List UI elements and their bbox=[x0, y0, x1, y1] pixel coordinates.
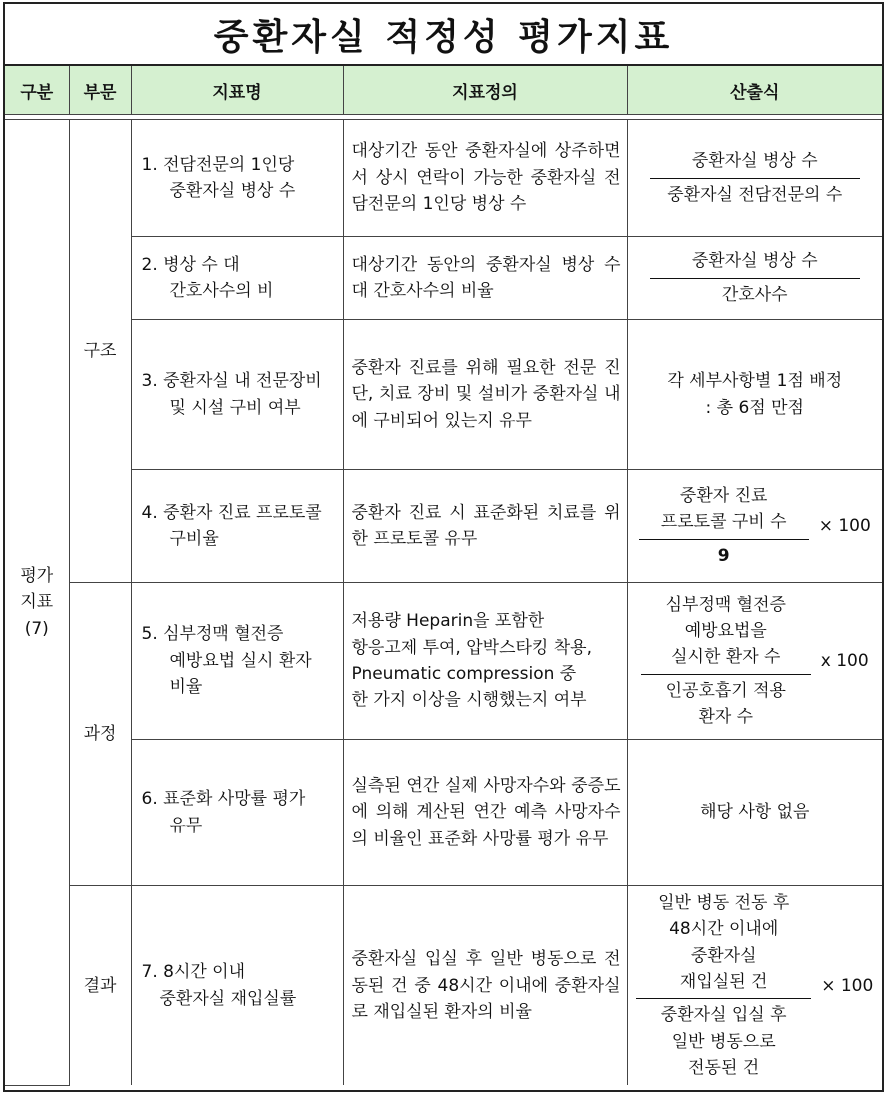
section-structure: 구조 bbox=[69, 120, 131, 583]
indicator-name bbox=[131, 583, 343, 740]
indicator-definition: 중환자 진료 시 표준화된 치료를 위한 프로토콜 유무 bbox=[343, 470, 627, 583]
formula-multiplier: × 100 bbox=[821, 975, 874, 996]
name-line: 중환자실 재입실률 bbox=[159, 988, 297, 1009]
indicator-formula bbox=[627, 120, 882, 237]
indicator-definition: 대상기간 동안의 중환자실 병상 수 대 간호사수의 비율 bbox=[343, 237, 627, 320]
indicator-name bbox=[131, 740, 343, 886]
header-gubun: 구분 bbox=[5, 66, 69, 115]
indicator-name bbox=[131, 886, 343, 1086]
indicator-formula bbox=[627, 740, 882, 886]
denominator-line: 중환자실 입실 후 bbox=[660, 1005, 787, 1026]
table-row bbox=[5, 886, 882, 1086]
name-line: 6. 표준화 사망률 평가 bbox=[141, 789, 306, 810]
formula-denominator: 중환자실 전담전문의 수 bbox=[667, 184, 843, 205]
name-line: 유무 bbox=[169, 815, 203, 836]
formula-multiplier: x 100 bbox=[820, 650, 869, 671]
table-row bbox=[5, 470, 882, 583]
indicator-formula bbox=[627, 470, 882, 583]
formula-numerator bbox=[636, 890, 811, 999]
indicator-definition: 중환자실 입실 후 일반 병동으로 전동된 건 중 48시간 이내에 중환자실로 재입실된 환자의 비율 bbox=[343, 886, 627, 1086]
indicator-definition bbox=[343, 583, 627, 740]
name-line: 구비율 bbox=[169, 529, 219, 549]
numerator-line: 프로토콜 구비 수 bbox=[660, 512, 787, 533]
table-row bbox=[5, 740, 882, 886]
numerator-line: 실시한 환자 수 bbox=[671, 647, 781, 668]
header-name: 지표명 bbox=[131, 66, 343, 115]
indicator-formula bbox=[627, 583, 882, 740]
denominator-line: 일반 병동으로 bbox=[671, 1031, 776, 1052]
page-title: 중환자실 적정성 평가지표 bbox=[5, 4, 882, 66]
numerator-line: 예방요법을 bbox=[684, 620, 767, 641]
formula-denominator bbox=[656, 675, 796, 731]
formula-text: 해당 사항 없음 bbox=[700, 802, 810, 823]
denominator-line: 전동된 건 bbox=[688, 1058, 760, 1079]
table-row bbox=[5, 237, 882, 320]
numerator-line: 재입실된 건 bbox=[679, 972, 768, 993]
indicator-table bbox=[5, 66, 882, 1086]
table-row bbox=[5, 120, 882, 237]
indicator-formula bbox=[627, 320, 882, 470]
indicator-name bbox=[131, 120, 343, 237]
name-line: 3. 중환자실 내 전문장비 bbox=[141, 371, 322, 392]
formula-denominator: 9 bbox=[717, 545, 730, 566]
name-line: 비율 bbox=[169, 677, 203, 698]
name-line: 7. 8시간 이내 bbox=[141, 962, 246, 983]
section-result: 결과 bbox=[69, 886, 131, 1086]
indicator-name bbox=[131, 320, 343, 470]
definition-line: 한 가지 이상을 시행했는지 여부 bbox=[351, 690, 587, 711]
indicator-definition: 실측된 연간 실제 사망자수와 중증도에 의해 계산된 연간 예측 사망자수의 비율인 표준화 사망률 평가 유무 bbox=[343, 740, 627, 886]
formula-denominator bbox=[651, 999, 797, 1081]
table-row bbox=[5, 320, 882, 470]
numerator-line: 심부정맥 혈전증 bbox=[665, 594, 786, 615]
indicator-definition: 중환자 진료를 위해 필요한 전문 진단, 치료 장비 및 설비가 중환자실 내에 구비되어 있는지 유무 bbox=[343, 320, 627, 470]
gubun-line: 평가 bbox=[20, 565, 54, 586]
formula-multiplier: × 100 bbox=[818, 515, 871, 536]
formula-numerator: 중환자실 병상 수 bbox=[650, 148, 860, 178]
formula-line: : 총 6점 만점 bbox=[705, 397, 804, 418]
numerator-line: 48시간 이내에 bbox=[669, 919, 779, 940]
denominator-line: 인공호흡기 적용 bbox=[665, 680, 786, 701]
denominator-line: 환자 수 bbox=[698, 707, 754, 728]
name-line: 4. 중환자 진료 프로토콜 bbox=[141, 502, 322, 523]
name-line: 및 시설 구비 여부 bbox=[169, 397, 301, 418]
name-line: 5. 심부정맥 혈전증 bbox=[141, 624, 284, 645]
numerator-line: 일반 병동 전동 후 bbox=[658, 893, 790, 913]
definition-line: Pneumatic compression 중 bbox=[351, 664, 577, 684]
header-row bbox=[5, 66, 882, 115]
definition-line: 항응고제 투여, 압박스타킹 착용, bbox=[351, 637, 593, 658]
formula-numerator bbox=[641, 592, 811, 675]
indicator-definition: 대상기간 동안 중환자실에 상주하면서 상시 연락이 가능한 중환자실 전담전문의 1인당 병상 수 bbox=[343, 120, 627, 237]
indicator-table-frame bbox=[3, 2, 884, 1092]
header-bumun: 부문 bbox=[69, 66, 131, 115]
formula-line: 각 세부사항별 1점 배정 bbox=[667, 371, 843, 392]
formula-numerator bbox=[639, 483, 809, 540]
definition-line: 저용량 Heparin을 포함한 bbox=[351, 611, 545, 632]
name-line: 2. 병상 수 대 bbox=[141, 254, 240, 275]
numerator-line: 중환자 진료 bbox=[679, 485, 768, 506]
name-line: 1. 전담전문의 1인당 bbox=[141, 154, 295, 175]
name-line: 간호사수의 비 bbox=[169, 281, 274, 301]
gubun-line: (7) bbox=[24, 618, 49, 639]
indicator-name bbox=[131, 470, 343, 583]
indicator-formula bbox=[627, 886, 882, 1086]
formula-denominator: 간호사수 bbox=[721, 284, 788, 305]
formula-numerator: 중환자실 병상 수 bbox=[650, 248, 860, 278]
section-process: 과정 bbox=[69, 583, 131, 886]
indicator-formula bbox=[627, 237, 882, 320]
gubun-cell bbox=[5, 120, 69, 1086]
name-line: 중환자실 병상 수 bbox=[169, 181, 296, 201]
header-definition: 지표정의 bbox=[343, 66, 627, 115]
numerator-line: 중환자실 bbox=[690, 945, 757, 966]
header-formula: 산출식 bbox=[627, 66, 882, 115]
name-line: 예방요법 실시 환자 bbox=[169, 650, 312, 671]
gubun-line: 지표 bbox=[20, 592, 54, 613]
indicator-name bbox=[131, 237, 343, 320]
table-row bbox=[5, 583, 882, 740]
